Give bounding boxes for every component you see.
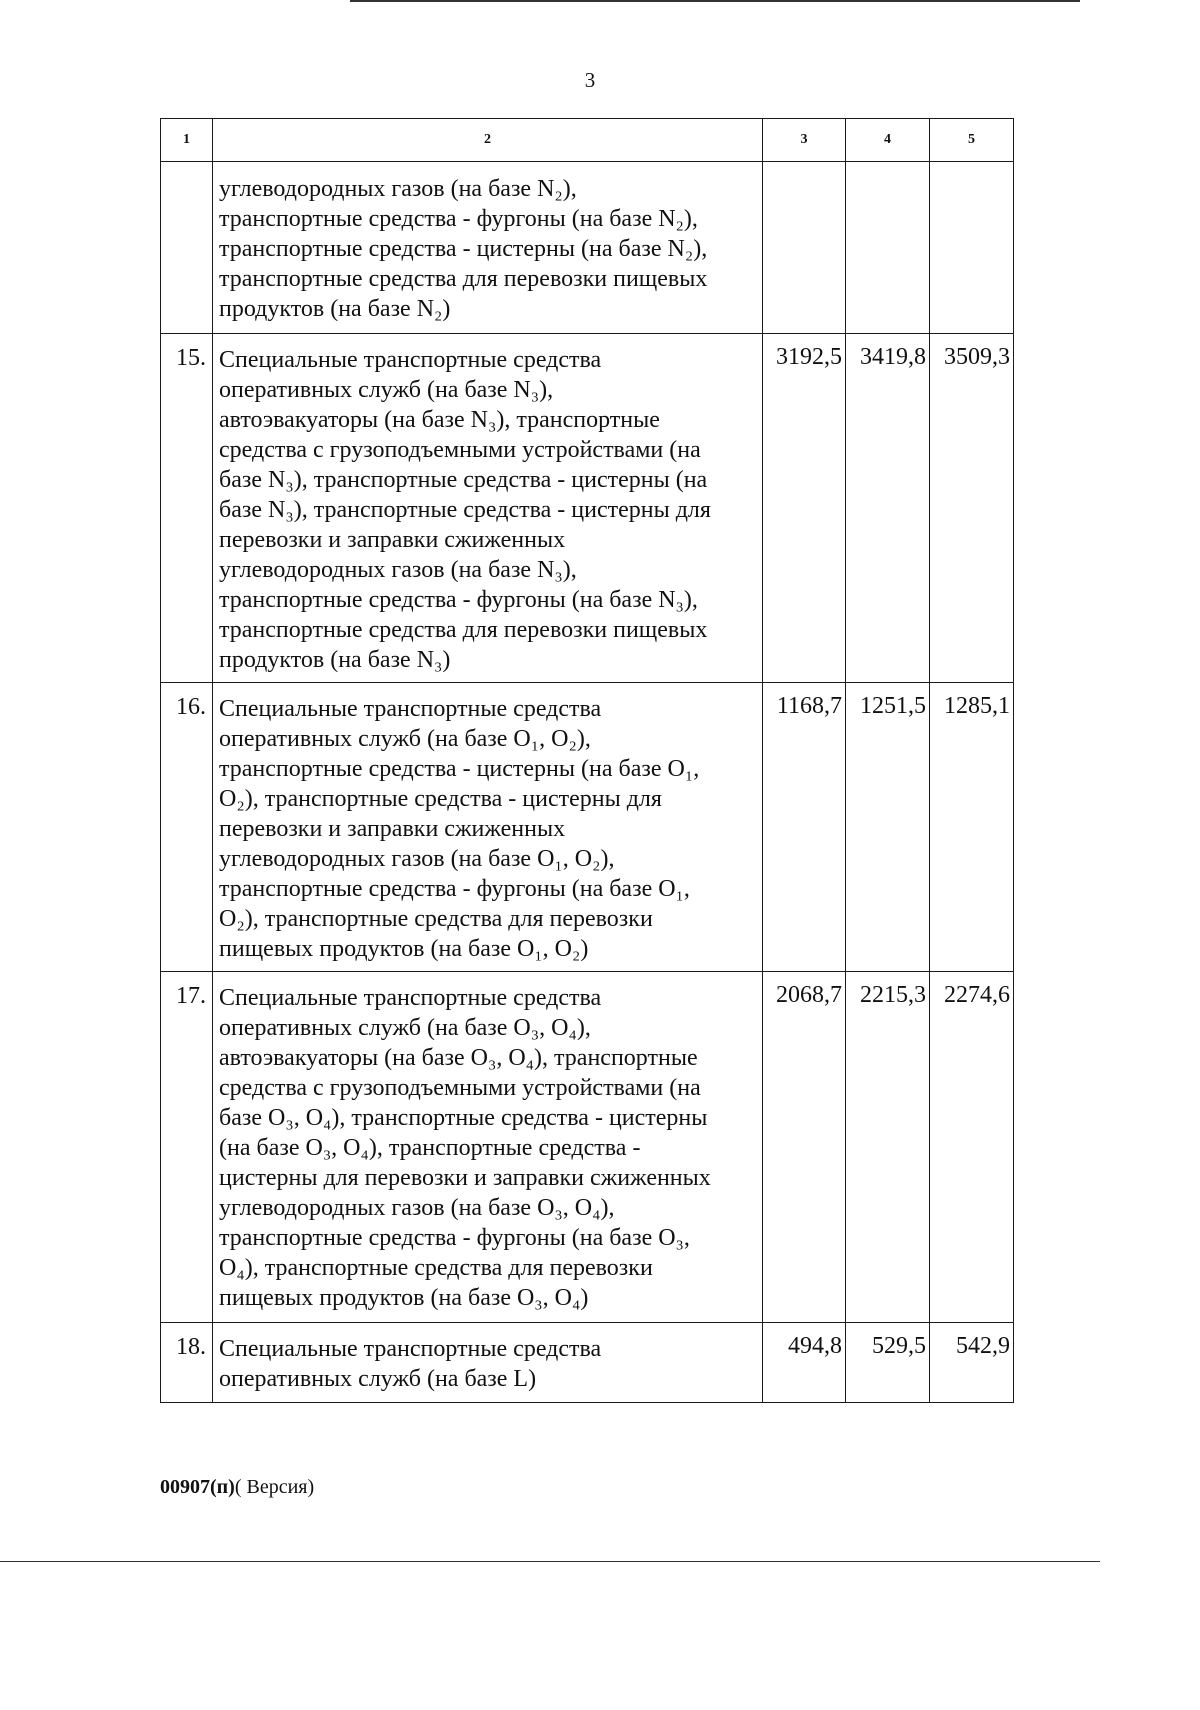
description-line: Специальные транспортные средства xyxy=(219,347,602,373)
table-row-continuation xyxy=(161,162,1014,334)
description-line: транспортные средства - цистерны (на базе N₂), xyxy=(219,236,708,262)
value-col3: 494,8 xyxy=(763,1323,846,1403)
description-line: транспортные средства - фургоны (на базе O₃, xyxy=(219,1225,690,1251)
description-line: базе N₃), транспортные средства - цистерны для xyxy=(219,497,711,523)
description-line: автоэвакуаторы (на базе O₃, O₄), транспортные xyxy=(219,1045,698,1071)
description-line: транспортные средства для перевозки пищевых xyxy=(219,617,708,643)
description-line: Специальные транспортные средства xyxy=(219,985,602,1011)
description-line: транспортные средства - цистерны (на базе O₁, xyxy=(219,756,700,782)
value-col5: 542,9 xyxy=(930,1323,1014,1403)
table-row-16 xyxy=(161,683,1014,972)
top-edge-rule xyxy=(350,0,1080,2)
row-number: 16. xyxy=(161,683,213,972)
value-col3 xyxy=(763,162,846,334)
description-line: средства с грузоподъемными устройствами (на xyxy=(219,437,701,463)
description-line: транспортные средства для перевозки пищевых xyxy=(219,266,708,292)
row-number: 17. xyxy=(161,972,213,1323)
table-header-row xyxy=(161,119,1014,162)
row-description xyxy=(213,334,763,683)
description-line: O₄), транспортные средства для перевозки xyxy=(219,1255,653,1281)
description-line: O₂), транспортные средства - цистерны для xyxy=(219,786,662,812)
column-header-2: 2 xyxy=(213,119,763,162)
value-col5: 1285,1 xyxy=(930,683,1014,972)
description-line: перевозки и заправки сжиженных xyxy=(219,816,566,842)
row-number xyxy=(161,162,213,334)
table-row-17 xyxy=(161,972,1014,1323)
description-line: транспортные средства - фургоны (на базе N₂), xyxy=(219,206,698,232)
row-description xyxy=(213,162,763,334)
bottom-edge-rule xyxy=(0,1561,1100,1563)
description-line: базе O₃, O₄), транспортные средства - цистерны xyxy=(219,1105,708,1131)
description-line: оперативных служб (на базе L) xyxy=(219,1366,537,1392)
value-col4: 3419,8 xyxy=(846,334,930,683)
value-col4: 1251,5 xyxy=(846,683,930,972)
description-line: базе N₃), транспортные средства - цистерны (на xyxy=(219,467,708,493)
row-number: 18. xyxy=(161,1323,213,1403)
description-line: оперативных служб (на базе N₃), xyxy=(219,377,554,403)
document-footer xyxy=(160,1476,314,1499)
tariff-table xyxy=(160,118,1014,1403)
value-col5: 3509,3 xyxy=(930,334,1014,683)
column-header-4: 4 xyxy=(846,119,930,162)
row-number: 15. xyxy=(161,334,213,683)
description-line: углеводородных газов (на базе N₃), xyxy=(219,557,577,583)
description-line: углеводородных газов (на базе N₂), xyxy=(219,176,577,202)
table-row-15 xyxy=(161,334,1014,683)
description-line: продуктов (на базе N₃) xyxy=(219,647,451,673)
row-description xyxy=(213,683,763,972)
description-line: пищевых продуктов (на базе O₁, O₂) xyxy=(219,936,589,962)
value-col4: 529,5 xyxy=(846,1323,930,1403)
value-col3: 3192,5 xyxy=(763,334,846,683)
page-number: 3 xyxy=(584,68,596,92)
description-line: Специальные транспортные средства xyxy=(219,1336,602,1362)
description-line: (на базе O₃, O₄), транспортные средства - xyxy=(219,1135,641,1161)
value-col3: 2068,7 xyxy=(763,972,846,1323)
description-line: средства с грузоподъемными устройствами (на xyxy=(219,1075,701,1101)
description-line: O₂), транспортные средства для перевозки xyxy=(219,906,653,932)
description-line: Специальные транспортные средства xyxy=(219,696,602,722)
column-header-1: 1 xyxy=(161,119,213,162)
value-col4 xyxy=(846,162,930,334)
document-code: 00907(п) xyxy=(160,1476,235,1498)
document-version: ( Версия) xyxy=(234,1476,315,1498)
row-description xyxy=(213,972,763,1323)
row-description xyxy=(213,1323,763,1403)
value-col3: 1168,7 xyxy=(763,683,846,972)
description-line: перевозки и заправки сжиженных xyxy=(219,527,566,553)
description-line: пищевых продуктов (на базе O₃, O₄) xyxy=(219,1285,589,1311)
value-col5 xyxy=(930,162,1014,334)
value-col4: 2215,3 xyxy=(846,972,930,1323)
column-header-3: 3 xyxy=(763,119,846,162)
description-line: оперативных служб (на базе O₃, O₄), xyxy=(219,1015,591,1041)
value-col5: 2274,6 xyxy=(930,972,1014,1323)
description-line: углеводородных газов (на базе O₃, O₄), xyxy=(219,1195,615,1221)
description-line: цистерны для перевозки и заправки сжиженных xyxy=(219,1165,711,1191)
description-line: транспортные средства - фургоны (на базе O₁, xyxy=(219,876,690,902)
description-line: углеводородных газов (на базе O₁, O₂), xyxy=(219,846,615,872)
description-line: автоэвакуаторы (на базе N₃), транспортные xyxy=(219,407,660,433)
table-row-18 xyxy=(161,1323,1014,1403)
description-line: продуктов (на базе N₂) xyxy=(219,296,451,322)
column-header-5: 5 xyxy=(930,119,1014,162)
description-line: транспортные средства - фургоны (на базе N₃), xyxy=(219,587,698,613)
description-line: оперативных служб (на базе O₁, O₂), xyxy=(219,726,591,752)
